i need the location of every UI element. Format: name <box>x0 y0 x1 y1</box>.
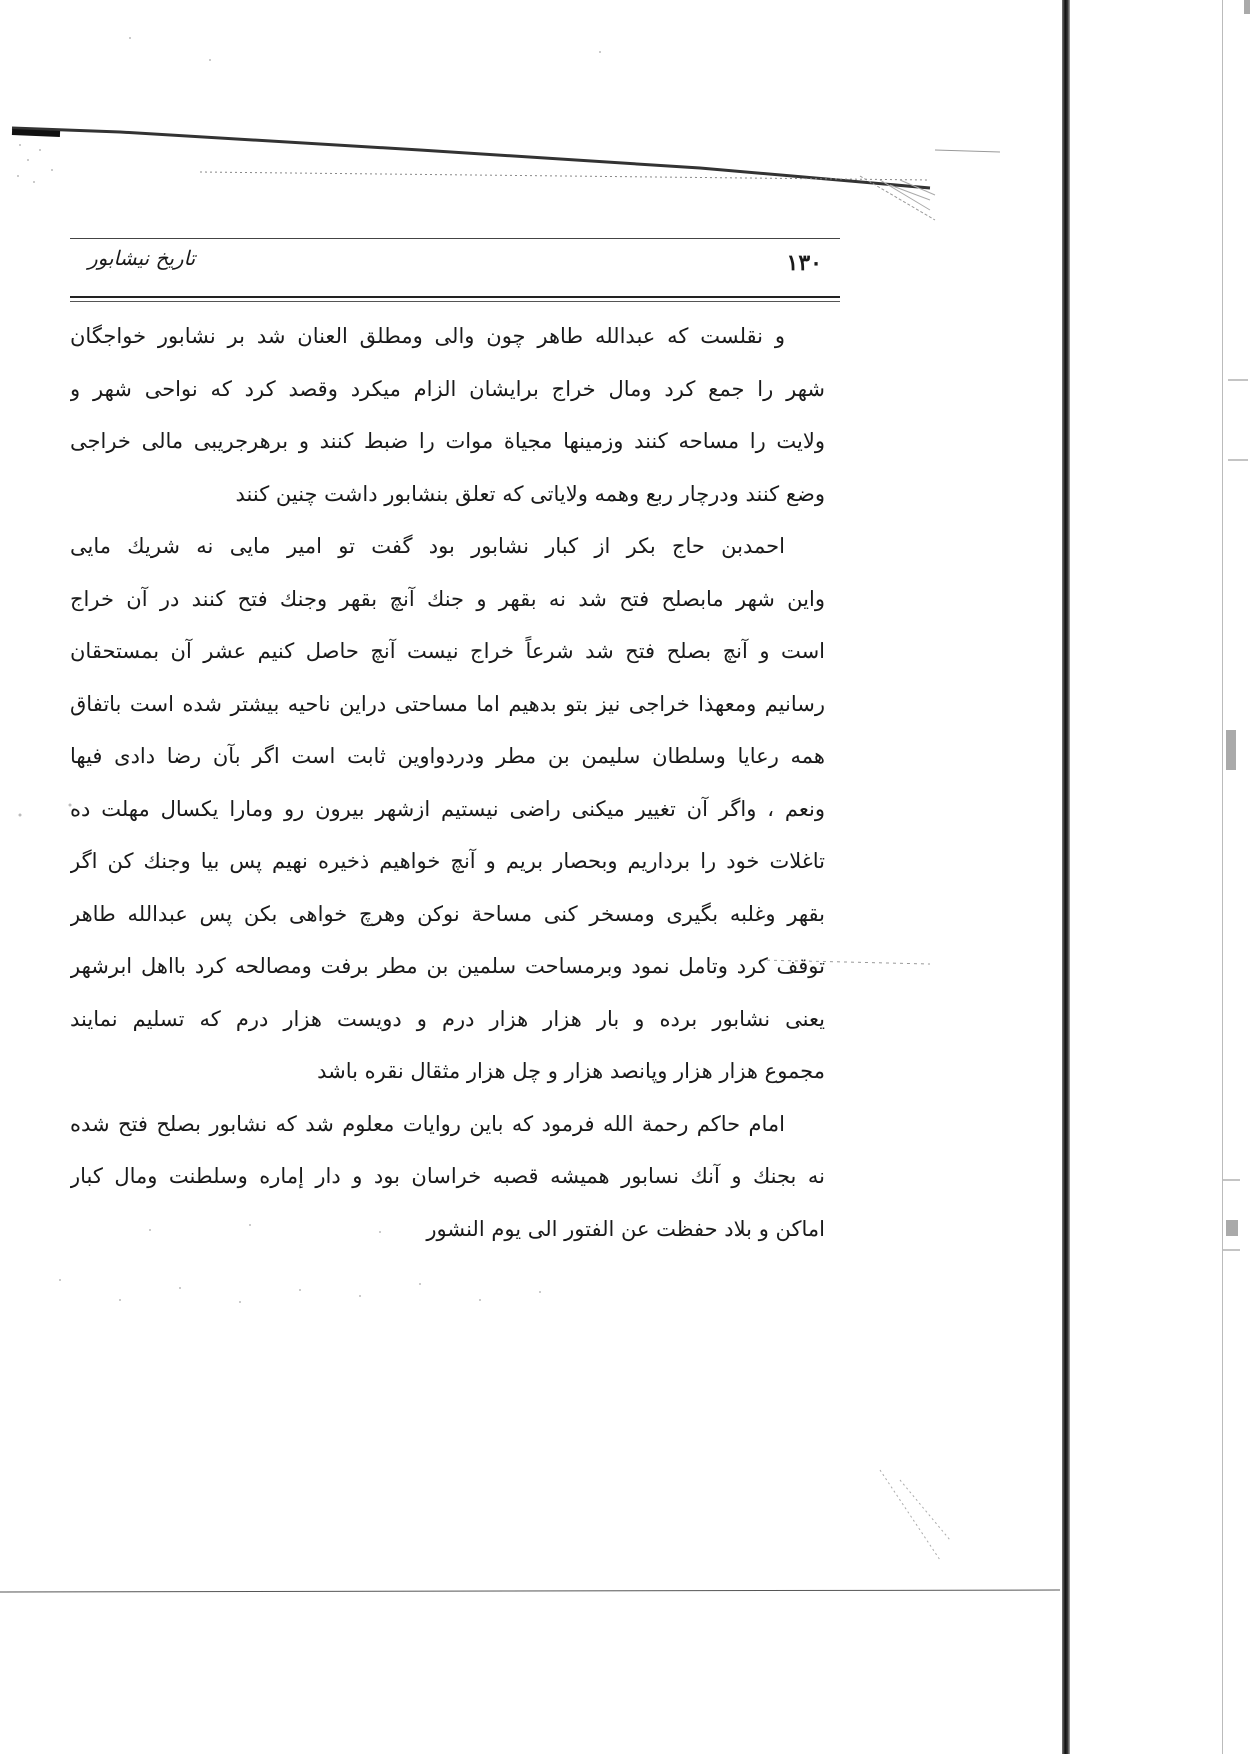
text-line: مجموع هزار هزار وپانصد هزار و چل هزار مثقال نقره باشد <box>317 1059 825 1083</box>
body-text <box>70 310 825 1255</box>
text-line: ولایت را مساحه کنند وزمینها مجیاة موات را ضبط کنند و برهرجریبی مالی خراجی <box>70 429 825 453</box>
text-line: رسانیم ومعهذا خراجی نیز بتو بدهیم اما مساحتی دراین ناحیه بیشتر شده است باتفاق <box>70 691 825 716</box>
text-line: امام حاکم رحمة الله فرمود که باین روایات معلوم شد که نشابور بصلح فتح شده <box>70 1111 785 1136</box>
text-line: احمدبن حاج بکر از کبار نشابور بود گفت تو امیر مایی نه شریك مایی <box>70 534 785 558</box>
book-page <box>70 210 840 1560</box>
scan-top-edge <box>12 128 930 188</box>
page-number: ۱۳۰ <box>786 250 822 276</box>
text-line: نه بجنك و آنك نسابور همیشه قصبه خراسان بود و دار إماره وسلطنت ومال کبار <box>70 1164 825 1188</box>
text-line: وضع کنند ودرچار ربع وهمه ولایاتی که تعلق بنشابور داشت چنین کنند <box>235 481 825 506</box>
text-line: ونعم ، واگر آن تغییر میکنی راضی نیستیم ازشهر بیرون رو ومارا یکسال مهلت ده <box>70 796 825 821</box>
text-line: است و آنچ بصلح فتح شد شرعاً خراج نیست آنچ حاصل کنیم عشر آن بمستحقان <box>70 639 825 663</box>
header-rule-top <box>70 238 840 239</box>
scan-right-edge <box>1222 0 1223 1754</box>
text-line: شهر را جمع کرد ومال خراج برایشان الزام میکرد وقصد کرد که نواحی شهر و <box>70 376 825 401</box>
text-line: یعنی نشابور برده و بار هزار هزار درم و دویست هزار درم که تسلیم نمایند <box>70 1006 825 1031</box>
scan-bottom-edge <box>0 1590 1060 1592</box>
text-line: همه رعایا وسلطان سلیمن بن مطر ودردواوین ثابت است اگر بآن رضا دادی فیها <box>70 744 825 768</box>
text-line: توقف کرد وتامل نمود وبرمساحت سلمین بن مطر برفت ومصالحه کرد بااهل ابرشهر <box>70 954 825 978</box>
text-line: بقهر وغلبه بگیری ومسخر کنی مساحة نوکن وهرچ خواهی بکن پس عبدالله طاهر <box>70 901 825 926</box>
text-line: تاغلات خود را برداریم وبحصار بریم و آنچ خواهیم ذخیره نهیم پس بیا وجنك کن اگر <box>70 849 825 873</box>
running-head: تاریخ نیشابور <box>88 246 196 270</box>
text-line-closing <box>70 1203 825 1256</box>
book-binding-shadow <box>1062 0 1070 1754</box>
text-line: واین شهر مابصلح فتح شد نه بقهر و جنك آنچ بقهر وجنك فتح کنند در آن خراج <box>70 586 825 611</box>
page-header <box>70 238 840 296</box>
closing-phrase: اماکن و بلاد حفظت عن الفتور الی یوم النشور <box>426 1203 825 1256</box>
text-line: و نقلست که عبدالله طاهر چون والی ومطلق العنان شد بر نشابور خواجگان <box>70 324 785 348</box>
header-rule-bottom <box>70 296 840 302</box>
